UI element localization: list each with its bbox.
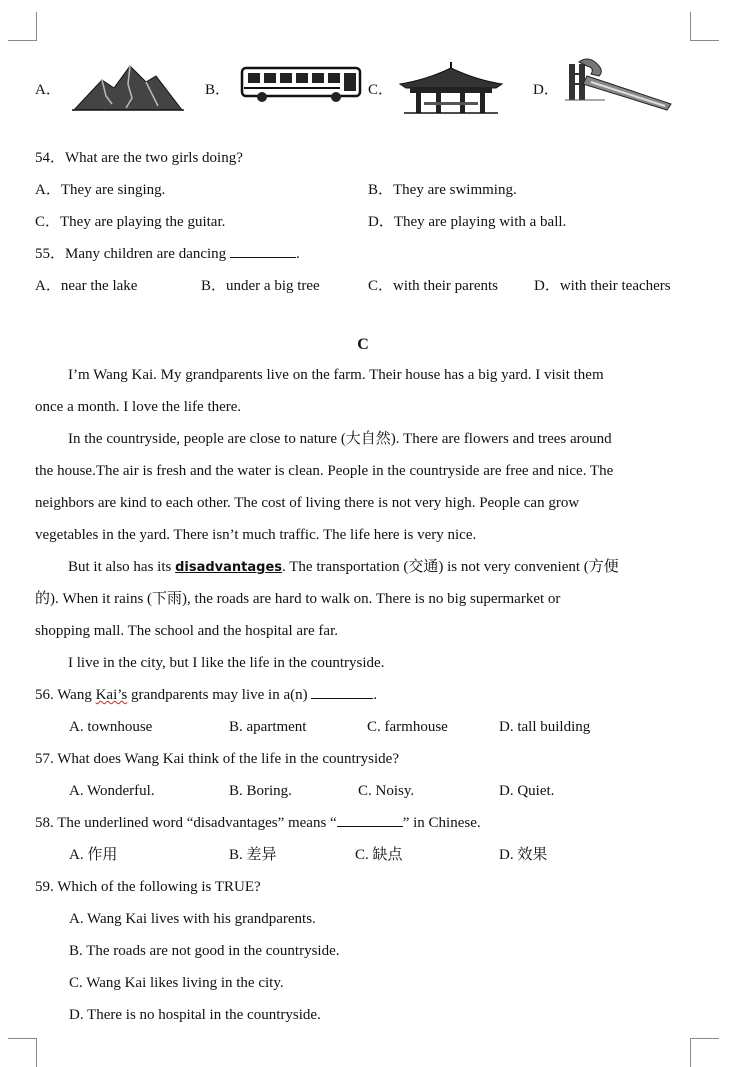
- q59-option-d: D. There is no hospital in the countryside.: [69, 1007, 321, 1023]
- q55-option-b: B．under a big tree: [201, 278, 320, 294]
- q54-option-c: C．They are playing the guitar.: [35, 214, 226, 230]
- question-55-text: 55．Many children are dancing: [35, 246, 227, 262]
- question-59: 59. Which of the following is TRUE?: [35, 879, 261, 895]
- answer-blank: [311, 686, 373, 699]
- q59-option-c: C. Wang Kai likes living in the city.: [69, 975, 284, 991]
- q57-option-a: A. Wonderful.: [69, 783, 155, 799]
- q59-option-b: B. The roads are not good in the countryside.: [69, 943, 340, 959]
- passage-text: But it also has its: [68, 559, 172, 575]
- question-54: 54．What are the two girls doing?: [35, 150, 243, 166]
- q59-option-a: A. Wang Kai lives with his grandparents.: [69, 911, 316, 927]
- passage-line: In the countryside, people are close to nature (大自然). There are flowers and trees around: [68, 431, 612, 447]
- q54-option-d: D．They are playing with a ball.: [368, 214, 567, 230]
- image-option-d-label: D．: [533, 82, 559, 98]
- q55-option-d: D．with their teachers: [534, 278, 671, 294]
- question-56-period: .: [373, 687, 378, 703]
- image-option-b-label: B．: [205, 82, 231, 98]
- question-58-text: 58. The underlined word “disadvantages” means “: [35, 815, 337, 831]
- q56-option-c: C. farmhouse: [367, 719, 448, 735]
- question-56-text: 56. Wang: [35, 687, 96, 703]
- passage-line: 的). When it rains (下雨), the roads are hard to walk on. There is no big supermarket or: [35, 591, 561, 607]
- q58-option-c: C. 缺点: [355, 847, 403, 863]
- question-58-text: ” in Chinese.: [402, 815, 481, 831]
- q56-option-b: B. apartment: [229, 719, 307, 735]
- q58-option-a: A. 作用: [69, 847, 118, 863]
- slide-icon: [565, 56, 677, 112]
- passage-line: once a month. I love the life there.: [35, 399, 242, 415]
- q56-option-a: A. townhouse: [69, 719, 153, 735]
- crop-mark-bottom-left: [8, 1038, 37, 1067]
- question-56: [35, 686, 377, 704]
- passage-line: neighbors are kind to each other. The cost of living there is not very high. People can grow: [35, 495, 580, 511]
- passage-line: [68, 558, 619, 577]
- passage-line: I’m Wang Kai. My grandparents live on the farm. Their house has a big yard. I visit them: [68, 367, 604, 383]
- passage-line: shopping mall. The school and the hospital are far.: [35, 623, 338, 639]
- q54-option-b: B．They are swimming.: [368, 182, 517, 198]
- q58-option-b: B. 差异: [229, 847, 277, 863]
- q58-option-d: D. 效果: [499, 847, 548, 863]
- q57-option-b: B. Boring.: [229, 783, 292, 799]
- q54-option-a: A．They are singing.: [35, 182, 166, 198]
- question-55-period: .: [295, 246, 300, 262]
- question-57: 57. What does Wang Kai think of the life in the countryside?: [35, 751, 399, 767]
- passage-line: I live in the city, but I like the life in the countryside.: [68, 655, 385, 671]
- image-option-c-label: C．: [368, 82, 394, 98]
- q55-option-c: C．with their parents: [368, 278, 498, 294]
- crop-mark-bottom-right: [690, 1038, 719, 1067]
- passage-line: the house.The air is fresh and the water is clean. People in the countryside are free and nice. The: [35, 463, 614, 479]
- question-58: [35, 814, 481, 832]
- question-56-text: grandparents may live in a(n): [127, 687, 308, 703]
- mountain-icon: [72, 60, 184, 112]
- q57-option-d: D. Quiet.: [499, 783, 555, 799]
- question-55: [35, 245, 300, 263]
- q55-option-a: A．near the lake: [35, 278, 138, 294]
- passage-line: vegetables in the yard. There isn’t much traffic. The life here is very nice.: [35, 527, 477, 543]
- answer-blank: [230, 245, 296, 258]
- underlined-word: disadvantages: [175, 560, 283, 575]
- crop-mark-top-right: [690, 12, 719, 41]
- spellcheck-word: Kai’s: [95, 687, 128, 703]
- crop-mark-top-left: [8, 12, 37, 41]
- bus-icon: [240, 64, 362, 104]
- section-title: C: [357, 336, 369, 353]
- q57-option-c: C. Noisy.: [358, 783, 415, 799]
- q56-option-d: D. tall building: [499, 719, 591, 735]
- pavilion-icon: [396, 60, 506, 114]
- answer-blank: [337, 814, 403, 827]
- passage-text: . The transportation (交通) is not very convenient (方便: [282, 559, 619, 575]
- image-option-a-label: A．: [35, 82, 61, 98]
